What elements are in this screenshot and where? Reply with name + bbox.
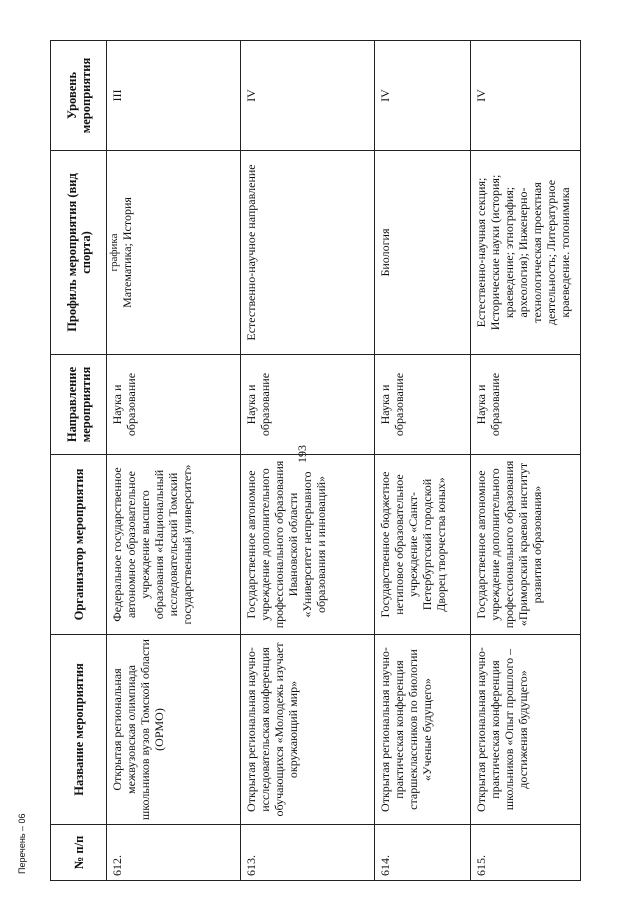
row-number: 615. bbox=[471, 825, 581, 881]
profile-text: Математика; История bbox=[120, 197, 134, 308]
profile-continuation: графика bbox=[108, 233, 120, 272]
header-direction: Направление мероприятия bbox=[51, 355, 107, 455]
table-row bbox=[241, 41, 375, 881]
event-profile: Биология bbox=[375, 151, 471, 355]
event-name: Открытая региональная межвузовская олимпиада школьников вузов Томской области (ОРМО) bbox=[107, 635, 241, 825]
event-profile: Естественно-научная секция; Исторические науки (история; краеведение; этнография; археология); Инженерно-технологическая проектная деятельность; Литературное краеведение. топонимика bbox=[471, 151, 581, 355]
table-header-row bbox=[51, 41, 107, 881]
row-number: 612. bbox=[107, 825, 241, 881]
event-profile bbox=[107, 151, 241, 355]
header-event-name: Название мероприятия bbox=[51, 635, 107, 825]
event-direction: Наука и образование bbox=[241, 355, 375, 455]
table-row bbox=[107, 41, 241, 881]
event-name: Открытая региональная научно-практическая конференция школьников «Опыт прошлого – достижения будущего» bbox=[471, 635, 581, 825]
header-organizer: Организатор мероприятия bbox=[51, 455, 107, 635]
header-profile: Профиль мероприятия (вид спорта) bbox=[51, 151, 107, 355]
event-name: Открытая региональная научно-практическая конференция старшеклассников по биологии «Ученые будущего» bbox=[375, 635, 471, 825]
footer-note: Перечень – 06 bbox=[17, 813, 27, 874]
event-organizer: Государственное автономное учреждение дополнительного профессионального образования «Приморский краевой институт развития образования» bbox=[471, 455, 581, 635]
table-row bbox=[375, 41, 471, 881]
table-row bbox=[471, 41, 581, 881]
header-number: № п/п bbox=[51, 825, 107, 881]
event-level: IV bbox=[375, 41, 471, 151]
event-name: Открытая региональная научно-исследовательская конференция обучающихся «Молодежь изучает окружающий мир» bbox=[241, 635, 375, 825]
event-organizer: Государственное автономное учреждение дополнительного профессионального образования Ивановской области «Университет непрерывного образования и инноваций» bbox=[241, 455, 375, 635]
page-number: 193 bbox=[295, 445, 309, 463]
event-organizer: Государственное бюджетное нетиповое образовательное учреждение «Санкт-Петербургский городской Дворец творчества юных» bbox=[375, 455, 471, 635]
event-direction: Наука и образование bbox=[375, 355, 471, 455]
event-direction: Наука и образование bbox=[107, 355, 241, 455]
event-direction: Наука и образование bbox=[471, 355, 581, 455]
row-number: 613. bbox=[241, 825, 375, 881]
event-level: IV bbox=[471, 41, 581, 151]
event-level: IV bbox=[241, 41, 375, 151]
event-profile: Естественно-научное направление bbox=[241, 151, 375, 355]
event-organizer: Федеральное государственное автономное образовательное учреждение высшего образования «Национальный исследовательский Томский государственный университет» bbox=[107, 455, 241, 635]
header-level: Уровень мероприятия bbox=[51, 41, 107, 151]
event-level: III bbox=[107, 41, 241, 151]
event-table bbox=[50, 41, 580, 881]
row-number: 614. bbox=[375, 825, 471, 881]
